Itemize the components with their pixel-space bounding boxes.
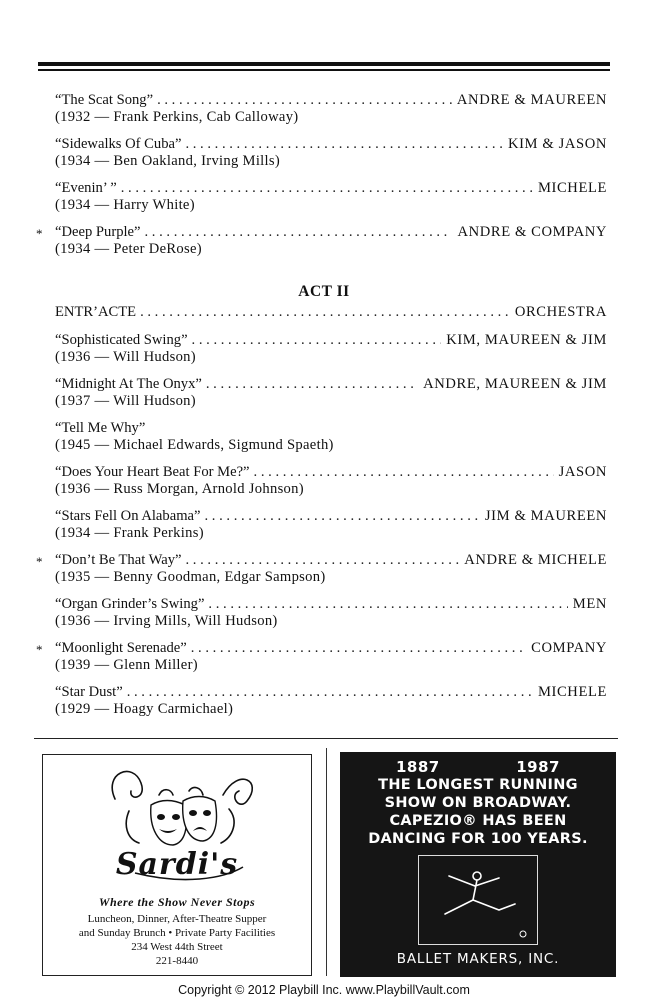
capezio-headline: DANCING FOR 100 YEARS. bbox=[368, 831, 588, 847]
song-line bbox=[38, 508, 610, 525]
capezio-year-end: 1987 bbox=[516, 758, 560, 776]
sardis-tagline: Where the Show Never Stops bbox=[98, 895, 256, 909]
leader-dots bbox=[157, 92, 452, 109]
song-entry bbox=[38, 376, 610, 410]
song-credit: (1935 — Benny Goodman, Edgar Sampson) bbox=[55, 569, 326, 585]
song-entry bbox=[38, 224, 610, 258]
capezio-headline: THE LONGEST RUNNING bbox=[378, 777, 578, 793]
song-title: “Star Dust” bbox=[55, 684, 123, 700]
song-entry bbox=[38, 552, 610, 586]
sardis-logo-text: Sardi's bbox=[115, 847, 239, 882]
sardis-address: 234 West 44th Street bbox=[131, 941, 223, 953]
song-entry bbox=[38, 180, 610, 214]
song-line bbox=[38, 596, 610, 613]
leader-dots bbox=[121, 180, 533, 197]
capezio-years bbox=[396, 758, 560, 776]
song-title: “Evenin’ ” bbox=[55, 180, 117, 196]
song-performer: KIM & JASON bbox=[507, 136, 607, 152]
song-line bbox=[38, 304, 610, 321]
sardis-info-line: Luncheon, Dinner, After-Theatre Supper bbox=[87, 913, 267, 925]
star-marker: * bbox=[36, 226, 43, 241]
leader-dots bbox=[205, 508, 480, 525]
song-line bbox=[38, 92, 610, 109]
song-credit: (1934 — Peter DeRose) bbox=[55, 241, 202, 257]
song-performer: JIM & MAUREEN bbox=[484, 508, 607, 524]
song-entry bbox=[38, 420, 610, 454]
song-performer: COMPANY bbox=[531, 640, 607, 656]
leader-dots bbox=[185, 136, 503, 153]
dancer-illustration bbox=[418, 855, 538, 945]
song-performer: ORCHESTRA bbox=[514, 304, 607, 320]
leader-dots bbox=[254, 464, 554, 481]
song-performer: ANDRE & MICHELE bbox=[464, 552, 607, 568]
leader-dots bbox=[192, 332, 442, 349]
song-entry bbox=[38, 508, 610, 542]
song-line bbox=[38, 420, 610, 437]
leader-dots bbox=[140, 304, 510, 321]
song-entry bbox=[38, 92, 610, 126]
song-title: “Moonlight Serenade” bbox=[55, 640, 187, 656]
leader-dots bbox=[127, 684, 533, 701]
song-line bbox=[38, 464, 610, 481]
song-title: “Sophisticated Swing” bbox=[55, 332, 188, 348]
song-performer: ANDRE & MAUREEN bbox=[456, 92, 607, 108]
section-divider bbox=[34, 738, 618, 739]
leader-dots bbox=[208, 596, 567, 613]
dancer-icon bbox=[419, 856, 537, 944]
song-line bbox=[38, 136, 610, 153]
capezio-headline: CAPEZIO® HAS BEEN bbox=[389, 813, 567, 829]
song-credit: (1936 — Russ Morgan, Arnold Johnson) bbox=[55, 481, 304, 497]
top-rule-thick bbox=[38, 62, 610, 66]
capezio-headline: SHOW ON BROADWAY. bbox=[384, 795, 572, 811]
song-entry bbox=[38, 136, 610, 170]
song-credit: (1929 — Hoagy Carmichael) bbox=[55, 701, 234, 717]
ad-divider bbox=[326, 748, 327, 976]
song-credit: (1945 — Michael Edwards, Sigmund Spaeth) bbox=[55, 437, 334, 453]
sardis-advertisement bbox=[42, 754, 312, 976]
act-heading: ACT II bbox=[298, 283, 350, 300]
song-title: “Midnight At The Onyx” bbox=[55, 376, 202, 392]
song-title: “Deep Purple” bbox=[55, 224, 141, 240]
song-line bbox=[38, 684, 610, 701]
song-performer: KIM, MAUREEN & JIM bbox=[446, 332, 607, 348]
song-entry bbox=[38, 684, 610, 718]
song-credit: (1934 — Ben Oakland, Irving Mills) bbox=[55, 153, 281, 169]
song-credit: (1932 — Frank Perkins, Cab Calloway) bbox=[55, 109, 299, 125]
song-line bbox=[38, 224, 610, 241]
song-title: “Organ Grinder’s Swing” bbox=[55, 596, 205, 612]
song-performer: MICHELE bbox=[537, 180, 607, 196]
song-performer: MEN bbox=[572, 596, 607, 612]
song-title: “Don’t Be That Way” bbox=[55, 552, 182, 568]
leader-dots bbox=[145, 224, 453, 241]
star-marker: * bbox=[36, 554, 43, 569]
song-title: “Stars Fell On Alabama” bbox=[55, 508, 201, 524]
song-performer: JASON bbox=[558, 464, 607, 480]
song-title: “Sidewalks Of Cuba” bbox=[55, 136, 182, 152]
capezio-advertisement bbox=[340, 752, 616, 977]
song-line bbox=[38, 332, 610, 349]
song-title: “Does Your Heart Beat For Me?” bbox=[55, 464, 250, 480]
copyright-footer: Copyright © 2012 Playbill Inc. www.PlaybillVault.com bbox=[178, 983, 470, 997]
sardis-phone: 221-8440 bbox=[155, 955, 199, 967]
song-entry bbox=[38, 596, 610, 630]
song-entry bbox=[38, 640, 610, 674]
song-title: “The Scat Song” bbox=[55, 92, 154, 108]
song-performer: ANDRE & COMPANY bbox=[457, 224, 607, 240]
top-rule-thin bbox=[38, 69, 610, 71]
song-credit: (1936 — Irving Mills, Will Hudson) bbox=[55, 613, 278, 629]
capezio-year-start: 1887 bbox=[396, 758, 440, 776]
song-line bbox=[38, 376, 610, 393]
song-performer: MICHELE bbox=[537, 684, 607, 700]
song-credit: (1936 — Will Hudson) bbox=[55, 349, 196, 365]
leader-dots bbox=[191, 640, 526, 657]
song-credit: (1934 — Harry White) bbox=[55, 197, 195, 213]
sardis-info-line: and Sunday Brunch • Private Party Facilities bbox=[78, 927, 276, 939]
song-credit: (1937 — Will Hudson) bbox=[55, 393, 196, 409]
song-title: ENTR’ACTE bbox=[55, 304, 137, 320]
leader-dots bbox=[186, 552, 460, 569]
star-marker: * bbox=[36, 642, 43, 657]
song-title: “Tell Me Why” bbox=[55, 420, 146, 436]
song-line bbox=[38, 640, 610, 657]
song-entry bbox=[38, 464, 610, 498]
entracte-entry bbox=[38, 304, 610, 321]
leader-dots bbox=[206, 376, 418, 393]
song-line bbox=[38, 180, 610, 197]
song-credit: (1934 — Frank Perkins) bbox=[55, 525, 204, 541]
song-performer: ANDRE, MAUREEN & JIM bbox=[423, 376, 607, 392]
song-credit: (1939 — Glenn Miller) bbox=[55, 657, 198, 673]
song-entry bbox=[38, 332, 610, 366]
song-line bbox=[38, 552, 610, 569]
capezio-company-name: BALLET MAKERS, INC. bbox=[396, 951, 560, 967]
